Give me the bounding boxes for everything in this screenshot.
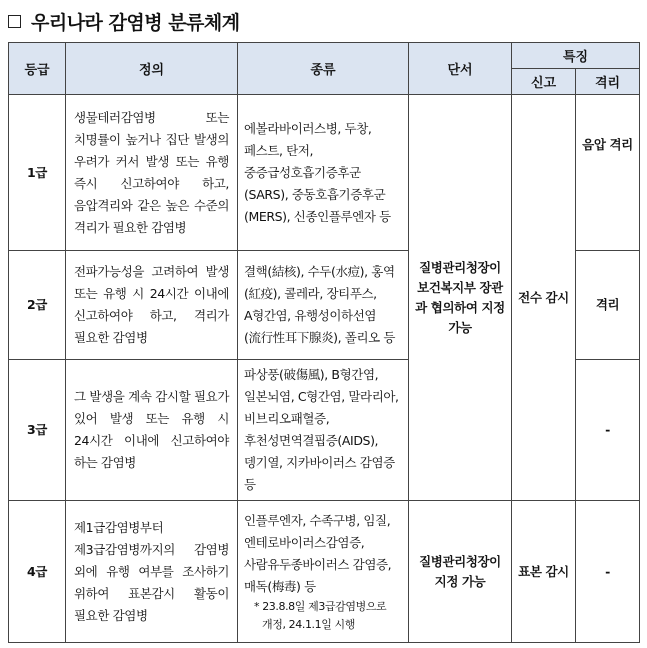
isolation-cell: 격리 [576, 251, 640, 360]
table-row [9, 501, 640, 643]
isolation-cell: - [576, 501, 640, 643]
header-report: 신고 [512, 69, 576, 95]
header-kinds: 종류 [238, 43, 409, 95]
classification-table [8, 42, 640, 643]
kinds-cell: 결핵(結核), 수두(水痘), 홍역(紅疫), 콜레라, 장티푸스, A형간염, 유행성이하선염(流行性耳下腺炎), 폴리오 등 [238, 251, 409, 360]
header-features: 특징 [512, 43, 640, 69]
grade-cell: 2급 [9, 251, 66, 360]
header-grade: 등급 [9, 43, 66, 95]
page-title [8, 6, 240, 36]
header-isolation: 격리 [576, 69, 640, 95]
kinds-cell: 파상풍(破傷風), B형간염, 일본뇌염, C형간염, 말라리아, 비브리오패혈증, 후천성면역결핍증(AIDS), 뎅기열, 지카바이러스 감염증 등 [238, 360, 409, 501]
page-title-text: 우리나라 감염병 분류체계 [31, 11, 240, 34]
definition-cell: 제1급감염병부터 제3급감염병까지의 감염병 외에 유행 여부를 조사하기 위하여 표본감시 활동이 필요한 감염병 [66, 501, 238, 643]
definition-cell: 전파가능성을 고려하여 발생 또는 유행 시 24시간 이내에 신고하여야 하고, 격리가 필요한 감염병 [66, 251, 238, 360]
report-cell: 표본 감시 [512, 501, 576, 643]
definition-cell: 생물테러감염병 또는 치명률이 높거나 집단 발생의 우려가 커서 발생 또는 유행 즉시 신고하여야 하고, 음압격리와 같은 높은 수준의 격리가 필요한 감염병 [66, 95, 238, 251]
report-cell-shared: 전수 감시 [512, 95, 576, 501]
header-definition: 정의 [66, 43, 238, 95]
table-row [9, 95, 640, 251]
definition-cell: 그 발생을 계속 감시할 필요가 있어 발생 또는 유행 시 24시간 이내에 신고하여야 하는 감염병 [66, 360, 238, 501]
grade-cell: 4급 [9, 501, 66, 643]
isolation-cell: 음압 격리 [576, 95, 640, 251]
checkbox-square-icon [8, 15, 21, 28]
agency-cell-shared: 질병관리청장이 보건복지부 장관과 협의하여 지정 가능 [409, 95, 512, 501]
revision-note-line2: 개정, 24.1.1일 시행 [262, 617, 356, 631]
header-agency: 단서 [409, 43, 512, 95]
grade-cell: 1급 [9, 95, 66, 251]
kinds-cell: 에볼라바이러스병, 두창, 페스트, 탄저, 중증급성호흡기증후군(SARS), 중동호흡기증후군(MERS), 신종인플루엔자 등 [238, 95, 409, 251]
kinds-text: 인플루엔자, 수족구병, 임질, 엔테로바이러스감염증, 사람유두종바이러스 감염증, 매독(梅毒) 등 [244, 512, 392, 594]
isolation-cell: - [576, 360, 640, 501]
kinds-cell [238, 501, 409, 643]
revision-note-line1: * 23.8.8일 제3급감염병으로 [254, 599, 387, 613]
grade-cell: 3급 [9, 360, 66, 501]
agency-cell: 질병관리청장이 지정 가능 [409, 501, 512, 643]
